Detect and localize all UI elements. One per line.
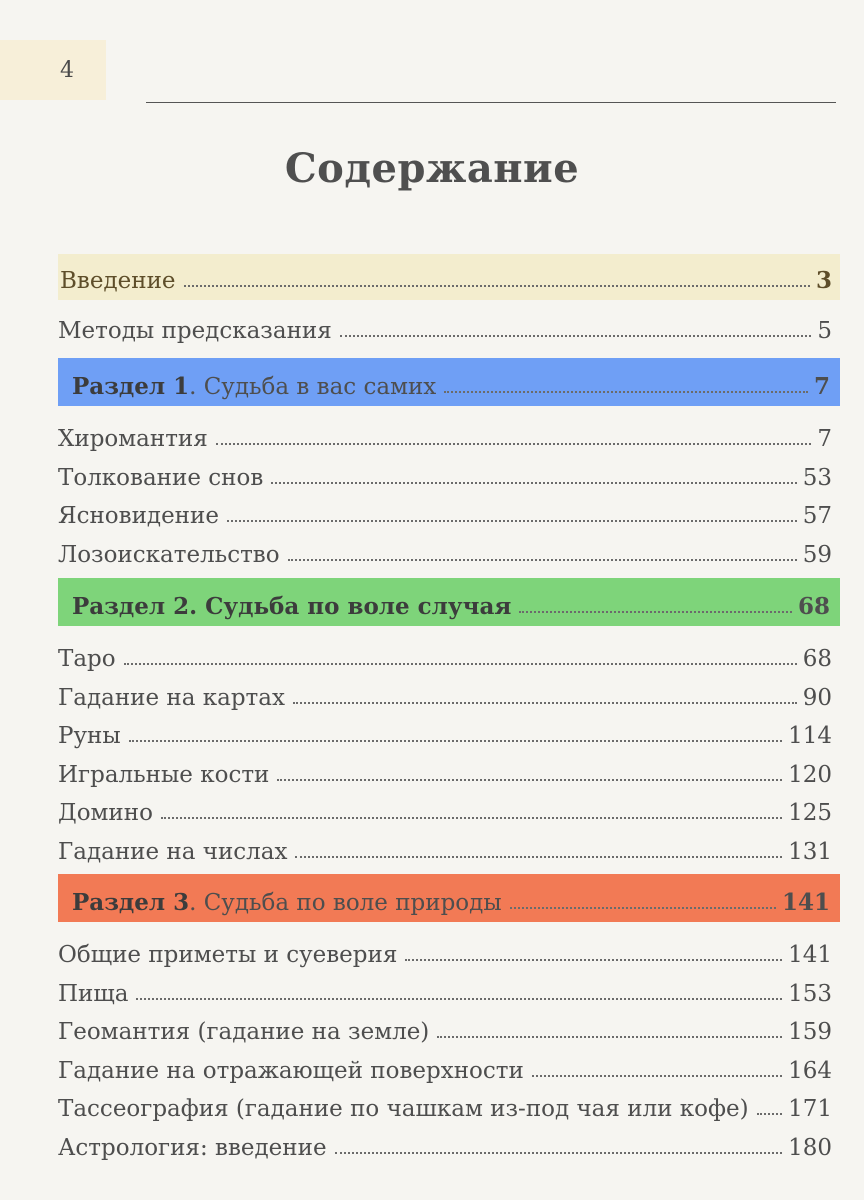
- section1-band: [58, 358, 840, 406]
- toc-entry-methods[interactable]: [58, 306, 832, 344]
- leader-dots: [437, 1035, 782, 1038]
- toc-entry-page: 125: [788, 800, 832, 826]
- leader-dots: [288, 558, 797, 561]
- leader-dots: [335, 1151, 783, 1154]
- toc-entry-label: Раздел 2. Судьба по воле случая: [72, 593, 512, 620]
- section2-band: [58, 578, 840, 626]
- toc-entry-page: 90: [802, 684, 832, 711]
- toc-entry-page: 159: [788, 1019, 832, 1045]
- toc-entry-label: Гадание на отражающей поверхности: [58, 1057, 524, 1084]
- toc-entry-label: Методы предсказания: [58, 318, 332, 344]
- toc-entry-page: 171: [788, 1096, 832, 1122]
- leader-dots: [227, 519, 797, 522]
- header-rule: [146, 102, 836, 103]
- intro-band: [58, 254, 840, 300]
- leader-dots: [532, 1074, 782, 1077]
- toc-entry-page: 68: [797, 593, 830, 620]
- toc-entry[interactable]: [58, 673, 832, 711]
- toc-section-1[interactable]: [72, 362, 830, 400]
- leader-dots: [161, 816, 782, 819]
- leader-dots: [757, 1112, 782, 1115]
- toc-entry-label: Гадание на картах: [58, 684, 285, 711]
- toc-entry-page: 180: [788, 1134, 832, 1161]
- toc-entry[interactable]: [58, 634, 832, 672]
- leader-dots: [340, 334, 812, 337]
- toc-entry-label: Введение: [60, 268, 176, 294]
- toc-entry[interactable]: [58, 1046, 832, 1084]
- toc-entry-label: Раздел 1. Судьба в вас самих: [72, 373, 437, 400]
- toc-entry-label: Хиромантия: [58, 426, 208, 452]
- toc-entry-label: Общие приметы и суеверия: [58, 942, 398, 968]
- toc-entry-page: 120: [788, 761, 832, 788]
- toc-entry-label: Раздел 3. Судьба по воле природы: [72, 889, 502, 916]
- toc-entry[interactable]: [58, 453, 832, 491]
- toc-entry[interactable]: [58, 1084, 832, 1122]
- toc-entry-label: Домино: [58, 800, 153, 826]
- toc-entry-label: Толкование снов: [58, 464, 264, 491]
- toc-entry[interactable]: [58, 530, 832, 568]
- toc-entry[interactable]: [58, 788, 832, 826]
- leader-dots: [295, 855, 782, 858]
- toc-entry[interactable]: [58, 969, 832, 1007]
- page-title: Содержание: [284, 145, 580, 192]
- page-number-tab: [0, 40, 106, 100]
- leader-dots: [216, 442, 812, 445]
- toc-entry-page: 114: [788, 723, 832, 749]
- leader-dots: [124, 662, 797, 665]
- toc-entry-page: 164: [788, 1057, 832, 1084]
- leader-dots: [184, 284, 810, 287]
- toc-entry-page: 141: [788, 942, 832, 968]
- toc-entry-page: 3: [815, 267, 832, 294]
- toc-entry-label: Пища: [58, 980, 129, 1007]
- toc-entry-intro[interactable]: [60, 256, 832, 294]
- leader-dots: [405, 958, 782, 961]
- toc-entry-page: 57: [802, 503, 832, 529]
- toc-entry-page: 53: [802, 464, 832, 491]
- leader-dots: [136, 997, 782, 1000]
- toc-section-2[interactable]: [72, 582, 830, 620]
- toc-entry-page: 5: [817, 318, 832, 344]
- toc-entry-page: 141: [781, 889, 830, 916]
- toc-entry-page: 153: [788, 980, 832, 1007]
- toc-entry[interactable]: [58, 414, 832, 452]
- toc-entry-label: Ясновидение: [58, 503, 219, 529]
- toc-entry[interactable]: [58, 930, 832, 968]
- section3-band: [58, 874, 840, 922]
- page-number: 4: [60, 58, 74, 83]
- toc-entry[interactable]: [58, 1007, 832, 1045]
- toc-entry-label: Таро: [58, 646, 116, 672]
- toc-entry[interactable]: [58, 711, 832, 749]
- toc-entry-page: 59: [802, 541, 832, 568]
- toc-entry-label: Геомантия (гадание на земле): [58, 1019, 430, 1045]
- leader-dots: [510, 906, 776, 909]
- leader-dots: [271, 481, 796, 484]
- leader-dots: [277, 778, 782, 781]
- leader-dots: [519, 610, 792, 613]
- leader-dots: [293, 701, 797, 704]
- toc-entry-page: 131: [788, 838, 832, 865]
- toc-section-3[interactable]: [72, 878, 830, 916]
- toc-entry-label: Лозоискательство: [58, 541, 280, 568]
- toc-entry-label: Тассеография (гадание по чашкам из-под чая или кофе): [58, 1096, 749, 1122]
- toc-entry[interactable]: [58, 491, 832, 529]
- toc-entry[interactable]: [58, 750, 832, 788]
- leader-dots: [129, 739, 782, 742]
- toc-entry-label: Игральные кости: [58, 761, 270, 788]
- toc-entry-page: 7: [817, 426, 832, 452]
- toc-entry-label: Астрология: введение: [58, 1134, 327, 1161]
- toc-entry-label: Руны: [58, 723, 121, 749]
- toc-entry-page: 7: [813, 373, 830, 400]
- toc-entry[interactable]: [58, 1123, 832, 1161]
- toc-entry-label: Гадание на числах: [58, 838, 288, 865]
- leader-dots: [444, 390, 808, 393]
- toc-entry[interactable]: [58, 827, 832, 865]
- toc-entry-page: 68: [802, 646, 832, 672]
